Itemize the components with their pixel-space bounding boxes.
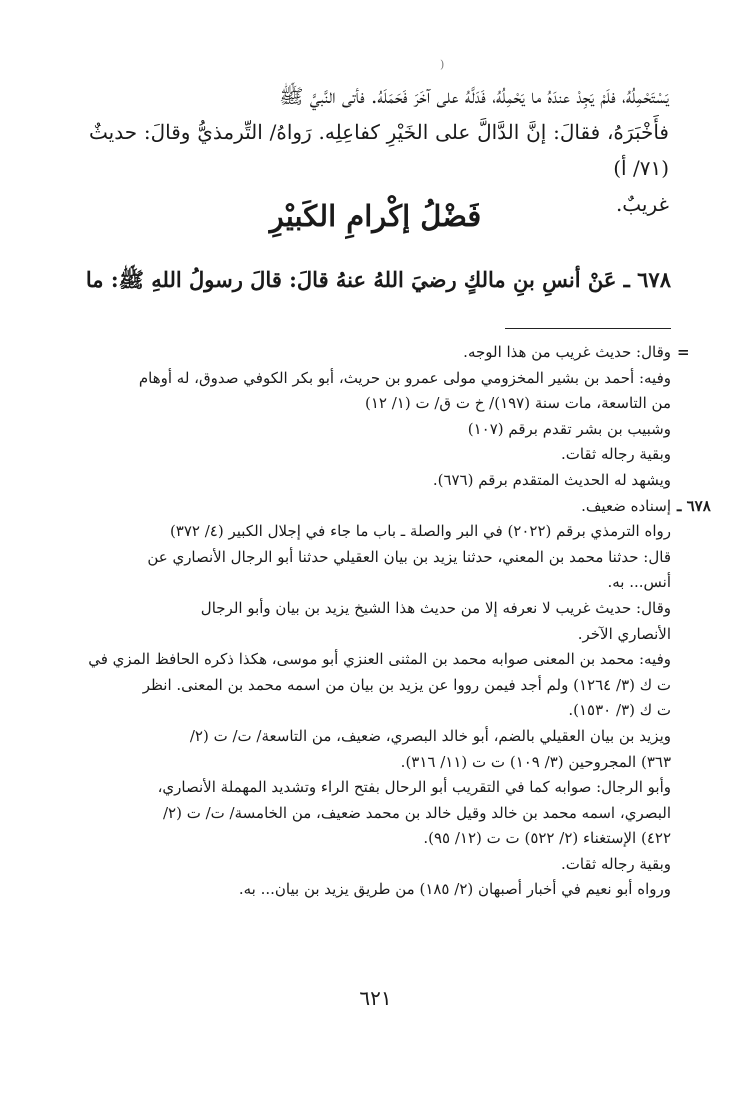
footnote-continuation bbox=[81, 340, 690, 494]
footnote-line: وقال: حديث غريب لا نعرفه إلا من حديث هذا الشيخ يزيد بن بيان وأبو الرجال bbox=[200, 598, 671, 617]
footnote-line: وفيه: محمد بن المعنى صوابه محمد بن المثنى العنزي أبو موسى، هكذا ذكره الحافظ المزي في bbox=[88, 650, 671, 669]
footnote-678 bbox=[81, 494, 711, 904]
footnote-line: ت ك (٣/ ١٥٣٠). bbox=[568, 701, 671, 720]
footnote-line: رواه الترمذي برقم (٢٠٢٢) في البر والصلة ـ باب ما جاء في إجلال الكبير (٤/ ٣٧٢) bbox=[169, 522, 671, 541]
footnote-line: ورواه أبو نعيم في أخبار أصبهان (٢/ ١٨٥) من طريق يزيد بن بيان... به. bbox=[238, 880, 671, 899]
chapter-heading: فَضْلُ إكْرامِ الكَبيْرِ bbox=[269, 199, 482, 233]
footnote-line: ٤٢٢) الإستغناء (٢/ ٥٢٢) ت ت (١٢/ ٩٥). bbox=[423, 829, 671, 848]
footnote-line: وبقية رجاله ثقات. bbox=[560, 445, 671, 464]
main-text-line: فأَخْبَرَهُ، فقالَ: إنَّ الدَّالَّ على الخَيْرِ كفاعِلِه. رَواهُ/ التِّرمذيُّ وقالَ: حديثٌ (٧١/ أ) bbox=[89, 120, 669, 180]
footnote-line: ويزيد بن بيان العقيلي بالضم، أبو خالد البصري، ضعيف، من التاسعة/ ت/ ت (٢/ bbox=[189, 726, 671, 745]
footnote-line: ٣٦٣) المجروحين (٣/ ١٠٩) ت ت (١١/ ٣١٦). bbox=[400, 752, 671, 771]
footnote-line: وأبو الرجال: صوابه كما في التقريب أبو الرحال بفتح الراء وتشديد المهملة الأنصاري، bbox=[157, 778, 671, 797]
footnote-line: وبقية رجاله ثقات. bbox=[560, 854, 671, 873]
main-text-line: غريبٌ. bbox=[615, 192, 669, 216]
footnote-line: ت ك (٣/ ١٢٦٤) ولم أجد فيمن رووا عن يزيد بن بيان من اسمه محمد بن المعنى. انظر bbox=[142, 675, 671, 694]
footnote-line: ويشهد له الحديث المتقدم برقم (٦٧٦). bbox=[432, 470, 671, 489]
footnotes bbox=[81, 340, 711, 903]
footnote-line: من التاسعة، مات سنة (١٩٧)/ خ ت ق/ ت (١/ ١٢) bbox=[364, 394, 671, 413]
footnote-line: الأنصاري الآخر. bbox=[577, 624, 671, 643]
main-text-line: يَسْتَحْمِلُهُ، فلَمْ يَجِدْ عندَهُ ما يَحْمِلُهُ، فَدَلَّهُ على آخَرَ فَحَمَلَهُ. فأتى النَّبيَّ ﷺ bbox=[279, 84, 669, 108]
footnote-line: أنس... به. bbox=[607, 573, 671, 592]
footnote-line: وفيه: أحمد بن بشير المخزومي مولى عمرو بن حريث، أبو بكر الكوفي صدوق، له أوهام bbox=[138, 368, 671, 387]
hadith-678-opening: ٦٧٨ ـ عَنْ أنسِ بنِ مالكٍ رضيَ اللهُ عنهُ قالَ: قالَ رسولُ اللهِ ﷺ: ما bbox=[85, 267, 671, 292]
footnote-marker: = bbox=[677, 343, 690, 361]
footnote-line: إسناده ضعيف. bbox=[581, 496, 671, 515]
footnote-line: قال: حدثنا محمد بن المعني، حدثنا يزيد بن بيان العقيلي حدثنا أبو الرجال الأنصاري عن bbox=[147, 547, 671, 566]
page-number: ٦٢١ bbox=[359, 986, 392, 1010]
footnote-line: وشبيب بن بشر تقدم برقم (١٠٧) bbox=[467, 419, 671, 438]
footnote-divider bbox=[505, 328, 671, 329]
footnote-marker: ٦٧٨ ـ bbox=[677, 496, 711, 515]
footnote-line: وقال: حديث غريب من هذا الوجه. bbox=[463, 343, 671, 361]
stray-mark: ( bbox=[440, 58, 445, 71]
footnote-line: البصري، اسمه محمد بن خالد وقيل خالد بن محمد ضعيف، من الخامسة/ ت/ ت (٢/ bbox=[162, 803, 671, 822]
